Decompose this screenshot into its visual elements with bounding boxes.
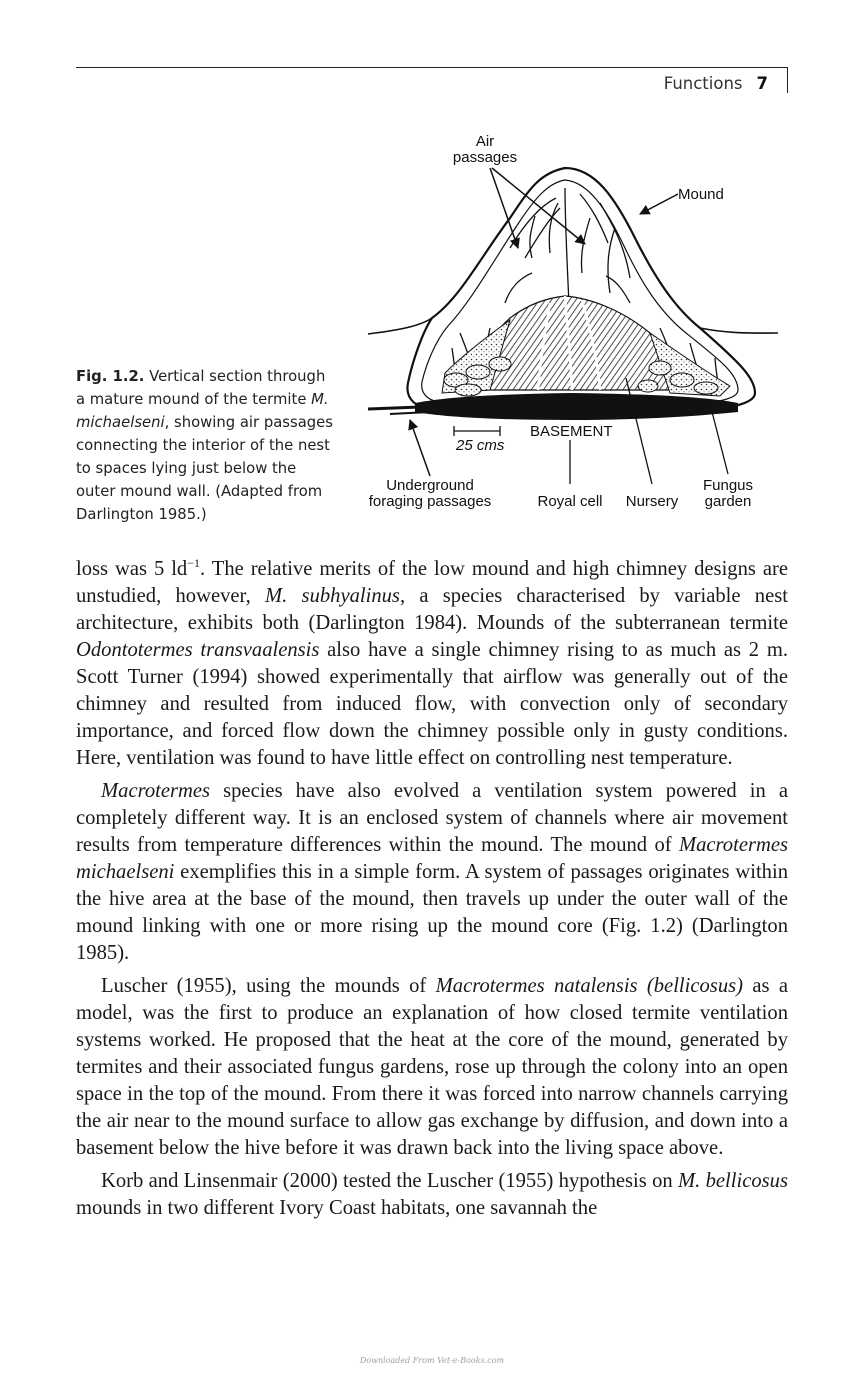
- label-mound: Mound: [678, 186, 724, 203]
- label-royal-cell: Royal cell: [537, 493, 603, 510]
- page-number: 7: [756, 74, 768, 93]
- text-run: , a species characterised by variable nest architecture, exhibits both (Darlington 1984). Mounds of the subterranean termite: [76, 585, 788, 634]
- label-nursery: Nursery: [625, 493, 679, 510]
- species-name: M. subhyalinus: [264, 585, 400, 607]
- species-name: Macrotermes: [101, 780, 211, 802]
- header-rule: [76, 67, 788, 68]
- species-name: Odontotermes transvaalensis: [76, 639, 320, 661]
- label-air: Air: [475, 133, 495, 150]
- label-fungus: Fungus: [702, 477, 754, 494]
- species-name: M. bellicosus: [678, 1170, 788, 1192]
- paragraph-1: [76, 556, 788, 772]
- running-head: [664, 74, 768, 93]
- label-underground: Underground: [386, 477, 474, 494]
- caption-label: Fig. 1.2.: [76, 368, 145, 385]
- text-run: Luscher (1955), using the mounds of: [101, 975, 436, 997]
- caption-species: M. michaelseni: [76, 391, 329, 431]
- superscript: −1: [187, 556, 201, 571]
- section-title: Functions: [663, 74, 743, 93]
- arrow-underground: [410, 420, 430, 476]
- arrow-mound: [640, 194, 678, 214]
- body-text: [76, 556, 788, 1228]
- underground-passage-2: [390, 412, 430, 414]
- paragraph-4: [76, 1168, 788, 1222]
- species-name: Macrotermes michaelseni: [76, 834, 788, 883]
- text-run: mounds in two different Ivory Coast habitats, one savannah the: [76, 1197, 598, 1219]
- ground-line-right: [700, 328, 778, 333]
- leader-fungus: [710, 404, 728, 474]
- download-watermark: Downloaded From Vet-e-Books.com: [359, 1356, 505, 1365]
- label-basement: BASEMENT: [530, 423, 613, 440]
- underground-passage: [368, 407, 420, 409]
- paragraph-3: [76, 973, 788, 1162]
- text-run: as a model, was the first to produce an explanation of how closed termite ventilation systems worked. He proposed that the heat at the core of the mound, generated by termites and their associated fungus gardens, rose up through the colony into an open space in the top of the mound. From there it was forced into narrow channels carrying the air near to the mound surface to allow gas exchange by diffusion, and down into a basement below the hive before it was drawn back into the living space above.: [76, 975, 788, 1159]
- header-tick: [787, 67, 788, 93]
- termite-mound-figure: [360, 128, 785, 518]
- text-run: exemplifies this in a simple form. A system of passages originates within the hive area at the base of the mound, then travels up under the outer wall of the mound linking with one or more rising up the mound core (Fig. 1.2) (Darlington 1985).: [76, 861, 788, 964]
- text-run: species have also evolved a ventilation system powered in a completely different way. It is an enclosed system of channels where air movement results from temperature differences within the mound. The mound of: [76, 780, 788, 856]
- text-run: also have a single chimney rising to as much as 2 m. Scott Turner (1994) showed experimentally that airflow was generally out of the chimney and resulted from induced flow, with convection only of secondary importance, and forced flow down the chimney possible only in gusty conditions. Here, ventilation was found to have little effect on controlling nest temperature.: [76, 639, 789, 769]
- caption-text: Vertical section through a mature mound of the termite: [76, 368, 326, 408]
- label-passages: passages: [452, 149, 518, 166]
- label-scale: 25 cms: [456, 437, 505, 454]
- label-garden: garden: [704, 493, 752, 510]
- text-run: . The relative merits of the low mound and high chimney designs are unstudied, however,: [76, 558, 788, 607]
- caption-text-end: , showing air passages connecting the interior of the nest to spaces lying just below the outer mound wall. (Adapted from Darlington 1985.): [76, 414, 333, 523]
- label-foraging-passages: foraging passages: [368, 493, 492, 510]
- paragraph-2: [76, 778, 788, 967]
- ground-line: [368, 318, 432, 334]
- figure-caption: [76, 365, 338, 526]
- species-name: Macrotermes natalensis (bellicosus): [435, 975, 743, 997]
- text-run: Korb and Linsenmair (2000) tested the Luscher (1955) hypothesis on: [101, 1170, 678, 1192]
- text-run: loss was 5 ld: [76, 558, 188, 580]
